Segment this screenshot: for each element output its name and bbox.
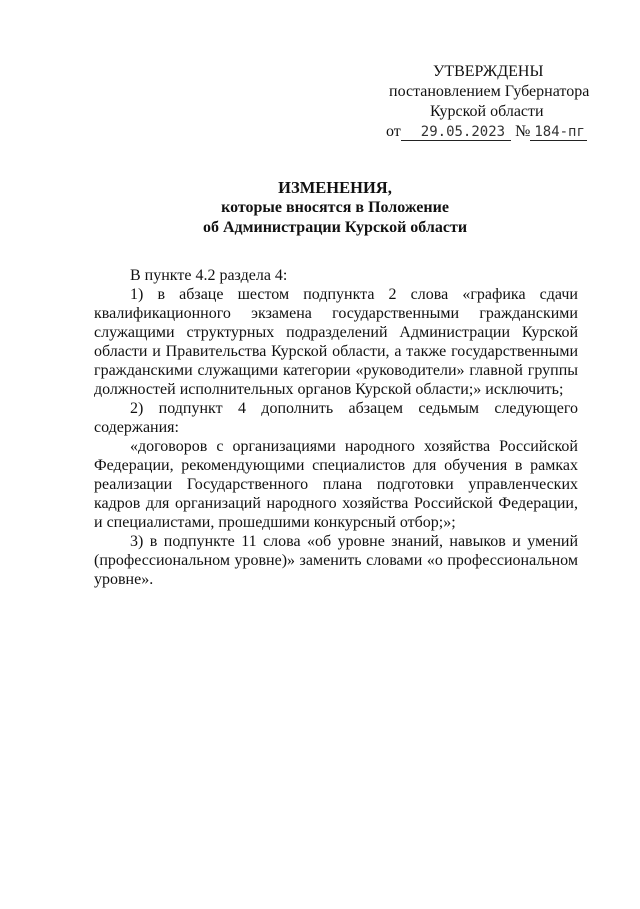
- title-heading: ИЗМЕНЕНИЯ,: [278, 178, 392, 197]
- document-title: [0, 178, 640, 238]
- title-subheading-1: которые вносятся в Положение: [221, 199, 449, 216]
- number-field: 184-пг: [530, 124, 587, 141]
- title-subheading-2: об Администрации Курской области: [202, 219, 468, 236]
- date-prefix: от: [386, 123, 401, 140]
- approval-line-decree: постановлением Губернатора: [389, 83, 590, 100]
- date-field: 29.05.2023: [401, 124, 511, 141]
- approval-block: [386, 62, 616, 142]
- paragraph-intro: В пункте 4.2 раздела 4:: [130, 267, 288, 284]
- approval-date-line: [386, 122, 616, 142]
- paragraph-item-2: 2) подпункт 4 дополнить абзацем седьмым следующего содержания:: [94, 400, 578, 436]
- paragraph-item-3: 3) в подпункте 11 слова «об уровне знаний, навыков и умений (профессиональном уровне)» заменить словами «о профессиональном уровне».: [94, 533, 578, 588]
- approval-heading: УТВЕРЖДЕНЫ: [433, 63, 544, 80]
- document-body: [94, 266, 578, 589]
- number-sign: №: [515, 123, 531, 140]
- paragraph-item-1: 1) в абзаце шестом подпункта 2 слова «графика сдачи квалификационного экзамена государственными гражданскими служащими структурных подразделений Администрации Курской области и Правительства Курской области, а также государственными гражданскими служащими категории «руководители» главной группы должностей исполнительных органов Курской области;» исключить;: [94, 286, 578, 398]
- approval-line-region: Курской области: [430, 103, 544, 120]
- paragraph-quote: «договоров с организациями народного хозяйства Российской Федерации, рекомендующими специалистов для обучения в рамках реализации Государственного плана подготовки управленческих кадров для организаций народного хозяйства Российской Федерации, и специалистами, прошедшими конкурсный отбор;»;: [94, 438, 578, 531]
